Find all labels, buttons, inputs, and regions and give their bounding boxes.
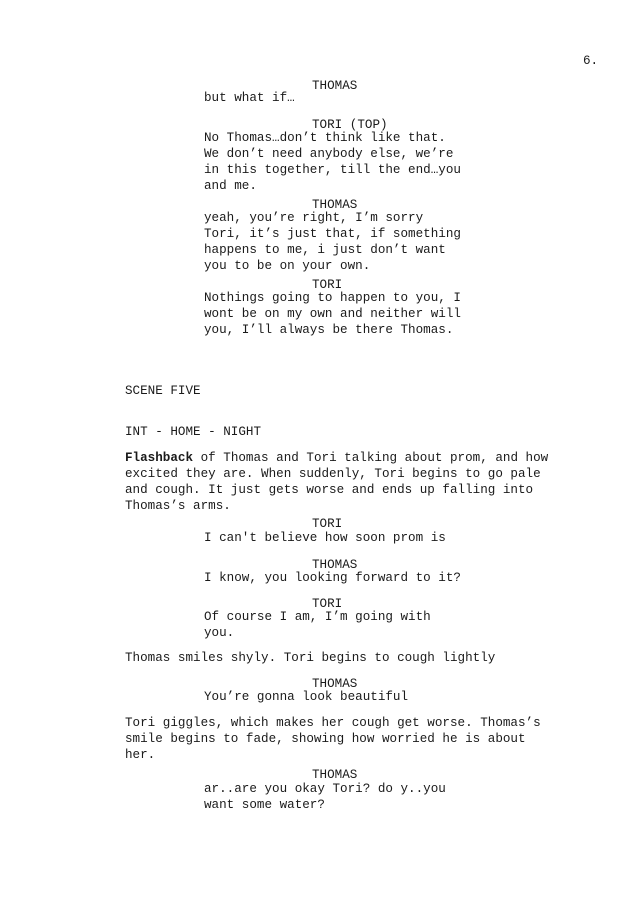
action-line: Thomas’s arms.	[125, 499, 231, 513]
dialogue-line: Tori, it’s just that, if something	[204, 227, 461, 241]
dialogue-line: No Thomas…don’t think like that.	[204, 131, 446, 145]
character-name: TORI	[312, 278, 343, 292]
dialogue-line: you.	[204, 626, 235, 640]
dialogue-line: wont be on my own and neither will	[204, 307, 461, 321]
scene-heading: SCENE FIVE	[125, 384, 201, 398]
action-line: Tori giggles, which makes her cough get worse. Thomas’s	[125, 716, 541, 730]
action-line: excited they are. When suddenly, Tori begins to go pale	[125, 467, 541, 481]
dialogue-line: You’re gonna look beautiful	[204, 690, 409, 704]
dialogue-line: Nothings going to happen to you, I	[204, 291, 461, 305]
dialogue-line: in this together, till the end…you	[204, 163, 461, 177]
dialogue-line: I know, you looking forward to it?	[204, 571, 461, 585]
character-name: THOMAS	[312, 768, 358, 782]
character-name: TORI	[312, 517, 343, 531]
action-line: her.	[125, 748, 156, 762]
slugline: INT - HOME - NIGHT	[125, 425, 262, 439]
action-line: Flashback of Thomas and Tori talking about prom, and how	[125, 451, 549, 465]
dialogue-line: and me.	[204, 179, 257, 193]
character-name: TORI	[312, 597, 343, 611]
dialogue-line: ar..are you okay Tori? do y..you	[204, 782, 446, 796]
character-name: THOMAS	[312, 558, 358, 572]
character-name: THOMAS	[312, 677, 358, 691]
character-name: THOMAS	[312, 198, 358, 212]
dialogue-line: Of course I am, I’m going with	[204, 610, 431, 624]
dialogue-line: I can't believe how soon prom is	[204, 531, 446, 545]
action-line: and cough. It just gets worse and ends up falling into	[125, 483, 534, 497]
dialogue-line: you to be on your own.	[204, 259, 371, 273]
dialogue-line: but what if…	[204, 91, 295, 105]
flashback-label: Flashback	[125, 451, 194, 465]
action-line: smile begins to fade, showing how worried he is about	[125, 732, 526, 746]
character-name: TORI (TOP)	[312, 118, 388, 132]
dialogue-line: want some water?	[204, 798, 325, 812]
dialogue-line: yeah, you’re right, I’m sorry	[204, 211, 424, 225]
page-number: 6.	[583, 54, 599, 68]
action-line: Thomas smiles shyly. Tori begins to cough lightly	[125, 651, 496, 665]
character-name: THOMAS	[312, 79, 358, 93]
dialogue-line: We don’t need anybody else, we’re	[204, 147, 454, 161]
dialogue-line: happens to me, i just don’t want	[204, 243, 446, 257]
dialogue-line: you, I’ll always be there Thomas.	[204, 323, 454, 337]
